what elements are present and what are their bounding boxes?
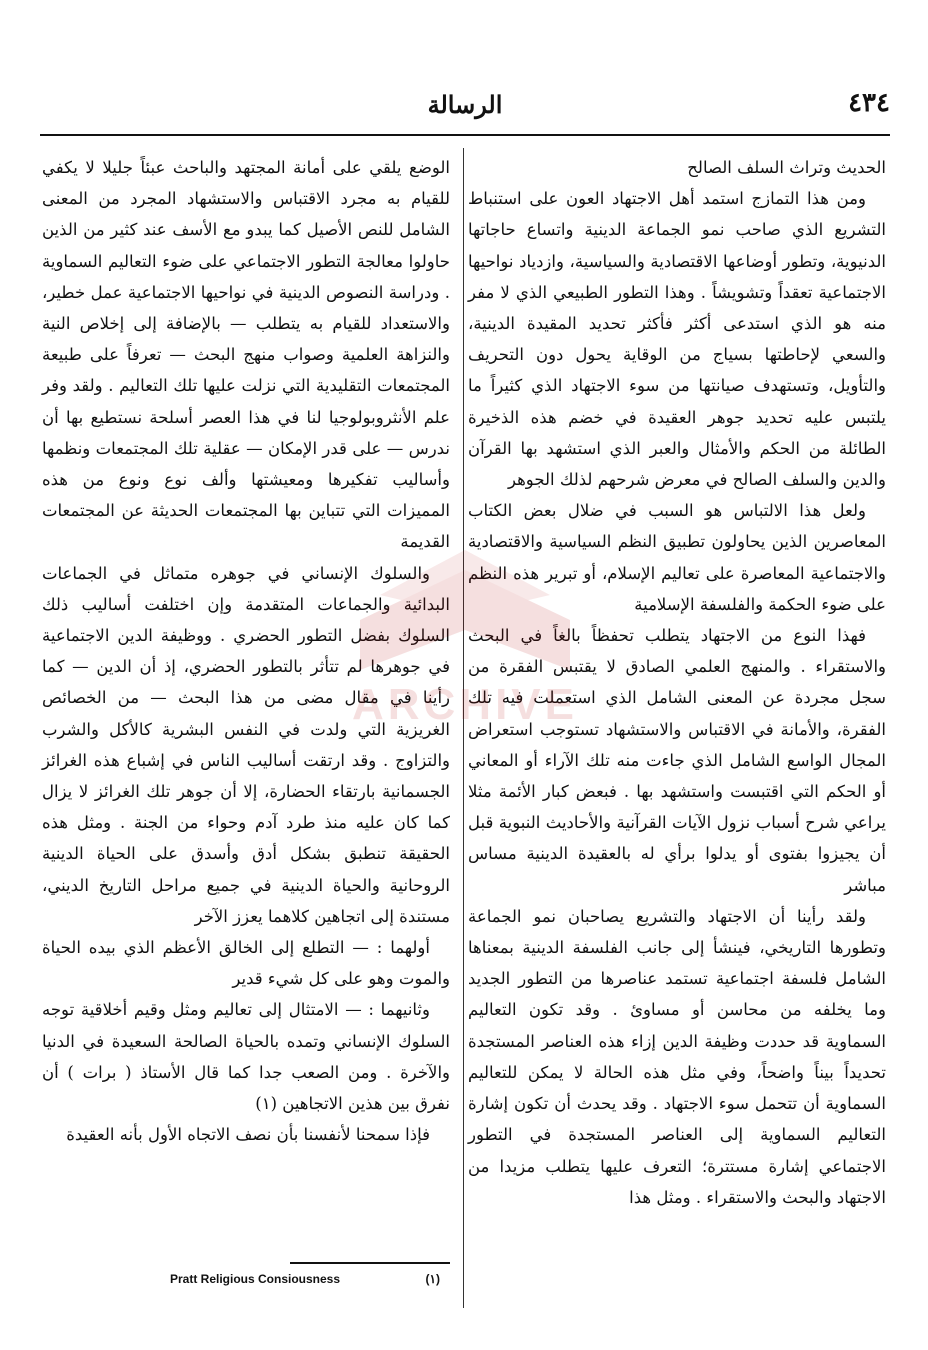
- footnote-number: (١): [425, 1272, 440, 1286]
- paragraph: ومن هذا التمازج استمد أهل الاجتهاد العون على استنباط التشريع الذي صاحب نمو الجماعة الدينية واتساع حاجاتها الدنيوية، وتطور أوضاعها الاقتصادية والسياسية، وازدياد نواحيها الاجتماعية تعقداً وتشويشاً . وهذا التطور الطبيعي الذي لا مفر منه هو الذي استدعى أكثر فأكثر تحديد المقيدة الدينية، والسعي لإحاطتها بسياج من الوقاية يحول دون التحريف والتأويل، وتستهدف صيانتها من سوء الاجتهاد الذي كثيراً ما يلتبس عليه تحديد جوهر العقيدة في خضم هذه الذخيرة الطائلة من الحكم والأمثال والعبر الذي استشهد بها القرآن والدين والسلف الصالح في معرض شرحهم لذلك الجوهر: [468, 189, 886, 490]
- left-column: [42, 152, 450, 1151]
- journal-title: الرسالة: [427, 90, 503, 119]
- paragraph: فإذا سمحنا لأنفسنا بأن نصف الاتجاه الأول بأنه العقيدة: [66, 1125, 430, 1145]
- paragraph: أولهما : — التطلع إلى الخالق الأعظم الذي بيده الحياة والموت وهو على كل شيء قدير: [42, 938, 450, 989]
- paragraph: الوضع يلقي على أمانة المجتهد والباحث عبئاً جليلا لا يكفي للقيام به مجرد الاقتباس والاستشهاد المجرد من المعنى الشامل للنص الأصيل كما يبدو مع الأسف عند كثير من الذين حاولوا معالجة التطور الاجتماعي على ضوء التعاليم السماوية . ودراسة النصوص الدينية في نواحيها الاجتماعية عمل خطير، والاستعداد للقيام به يتطلب — بالإضافة إلى إخلاص النية والنزاهة العلمية وصواب منهج البحث — تعرفاً على طبيعة المجتمعات التقليدية التي نزلت عليها تلك التعاليم . ولقد وفر علم الأنثروبولوجيا لنا في هذا العصر أسلحة نستطيع بها أن ندرس — على قدر الإمكان — عقلية تلك المجتمعات ونظمها وأساليب تفكيرها ومعيشتها وألف نوع ونوع من هذه المميزات التي تتباين بها المجتمعات الحديثة عن المجتمعات القديمة: [42, 158, 450, 552]
- watermark-text: ARCHIVE: [351, 680, 579, 729]
- paragraph: فهذا النوع من الاجتهاد يتطلب تحفظاً بالغاً في البحث والاستقراء . والمنهج العلمي الصادق لا يقتبس الفقرة من سجل مجردة عن المعنى الشامل الذي استعملت فيه تلك الفقرة، والأمانة في الاقتباس والاستشهاد تستوجب استعراض المجال الواسع الشامل الذي جاءت منه تلك الآراء أو المعاني أو الحكم التي اقتبست واستشهد بها . فبعض كبار الأئمة مثلا يراعي شرح أسباب نزول الآيات القرآنية والأحاديث النبوية قبل أن يجيزوا بفتوى أو يدلوا برأي له بالعقيدة الدينية مساس مباشر: [468, 626, 886, 895]
- page-number: ٤٣٤: [848, 88, 890, 118]
- column-divider: [463, 148, 464, 1308]
- header-divider: [40, 134, 890, 136]
- paragraph: والسلوك الإنساني في جوهره متماثل في الجماعات البدائية والجماعات المتقدمة وإن اختلفت أساليب ذلك السلوك بفضل التطور الحضري . ووظيفة الدين الاجتماعية في جوهرها لم تتأثر بالتطور الحضري، إذ أن الدين — كما رأينا في مقال مضى من هذا البحث — من الخصائص الغريزية التي ولدت في النفس البشرية كالأكل والشرب والتزاوج . وقد ارتقت أساليب الناس في إشباع هذه الغرائز الجسمانية بارتقاء الحضارة، إلا أن جوهر تلك الغرائز لا يزال كما كان عليه منذ طرد آدم وحواء من الجنة . ومثل هذه الحقيقة تنطبق بشكل أدق وأسدق على الحياة الدينية الروحانية والحياة الدينية في جميع مراحل التاريخ الديني، مستندة إلى اتجاهين كلاهما يعزز الآخر: [42, 563, 450, 926]
- right-column: [468, 152, 886, 1213]
- footnote-text: Pratt Religious Consiousness: [170, 1272, 341, 1286]
- paragraph: الحديث وتراث السلف الصالح: [687, 158, 886, 177]
- paragraph: ولعل هذا الالتباس هو السبب في ضلال بعض الكتاب المعاصرين الذين يحاولون تطبيق النظم السياسية والاقتصادية والاجتماعية المعاصرة على تعاليم الإسلام، أو تبرير هذه النظم على ضوء الحكمة والفلسفة الإسلامية: [468, 501, 886, 614]
- paragraph: وثانيهما : — الامتثال إلى تعاليم ومثل وقيم أخلاقية توجه السلوك الإنساني وتمده بالحياة الصالحة السعيدة في الدنيا والآخرة . ومن الصعب جدا كما قال الأستاذ ( برات ) أن نفرق بين هذين الاتجاهين (١): [42, 1000, 450, 1114]
- paragraph: ولقد رأينا أن الاجتهاد والتشريع يصاحبان نمو الجماعة وتطورها التاريخي، فينشأ إلى جانب الفلسفة الدينية بمعناها الشامل فلسفة اجتماعية تستمد عناصرها من التطور الجديد وما يخلفه من محاسن أو مساوئ . وقد تكون التعاليم السماوية قد حددت وظيفة الدين إزاء هذه العناصر المستجدة تحديداً بيناً واضحاً، وفي مثل هذه الحالة لا يمكن للتعاليم السماوية أن تتحمل سوء الاجتهاد . وقد يحدث أن تكون إشارة التعاليم السماوية إلى العناصر المستجدة في التطور الاجتماعي إشارة مستترة؛ التعرف عليها يتطلب مزيدا من الاجتهاد والبحث والاستقراء . ومثل هذا: [468, 906, 886, 1207]
- footnote-divider: [290, 1262, 450, 1264]
- page-header: [40, 88, 890, 128]
